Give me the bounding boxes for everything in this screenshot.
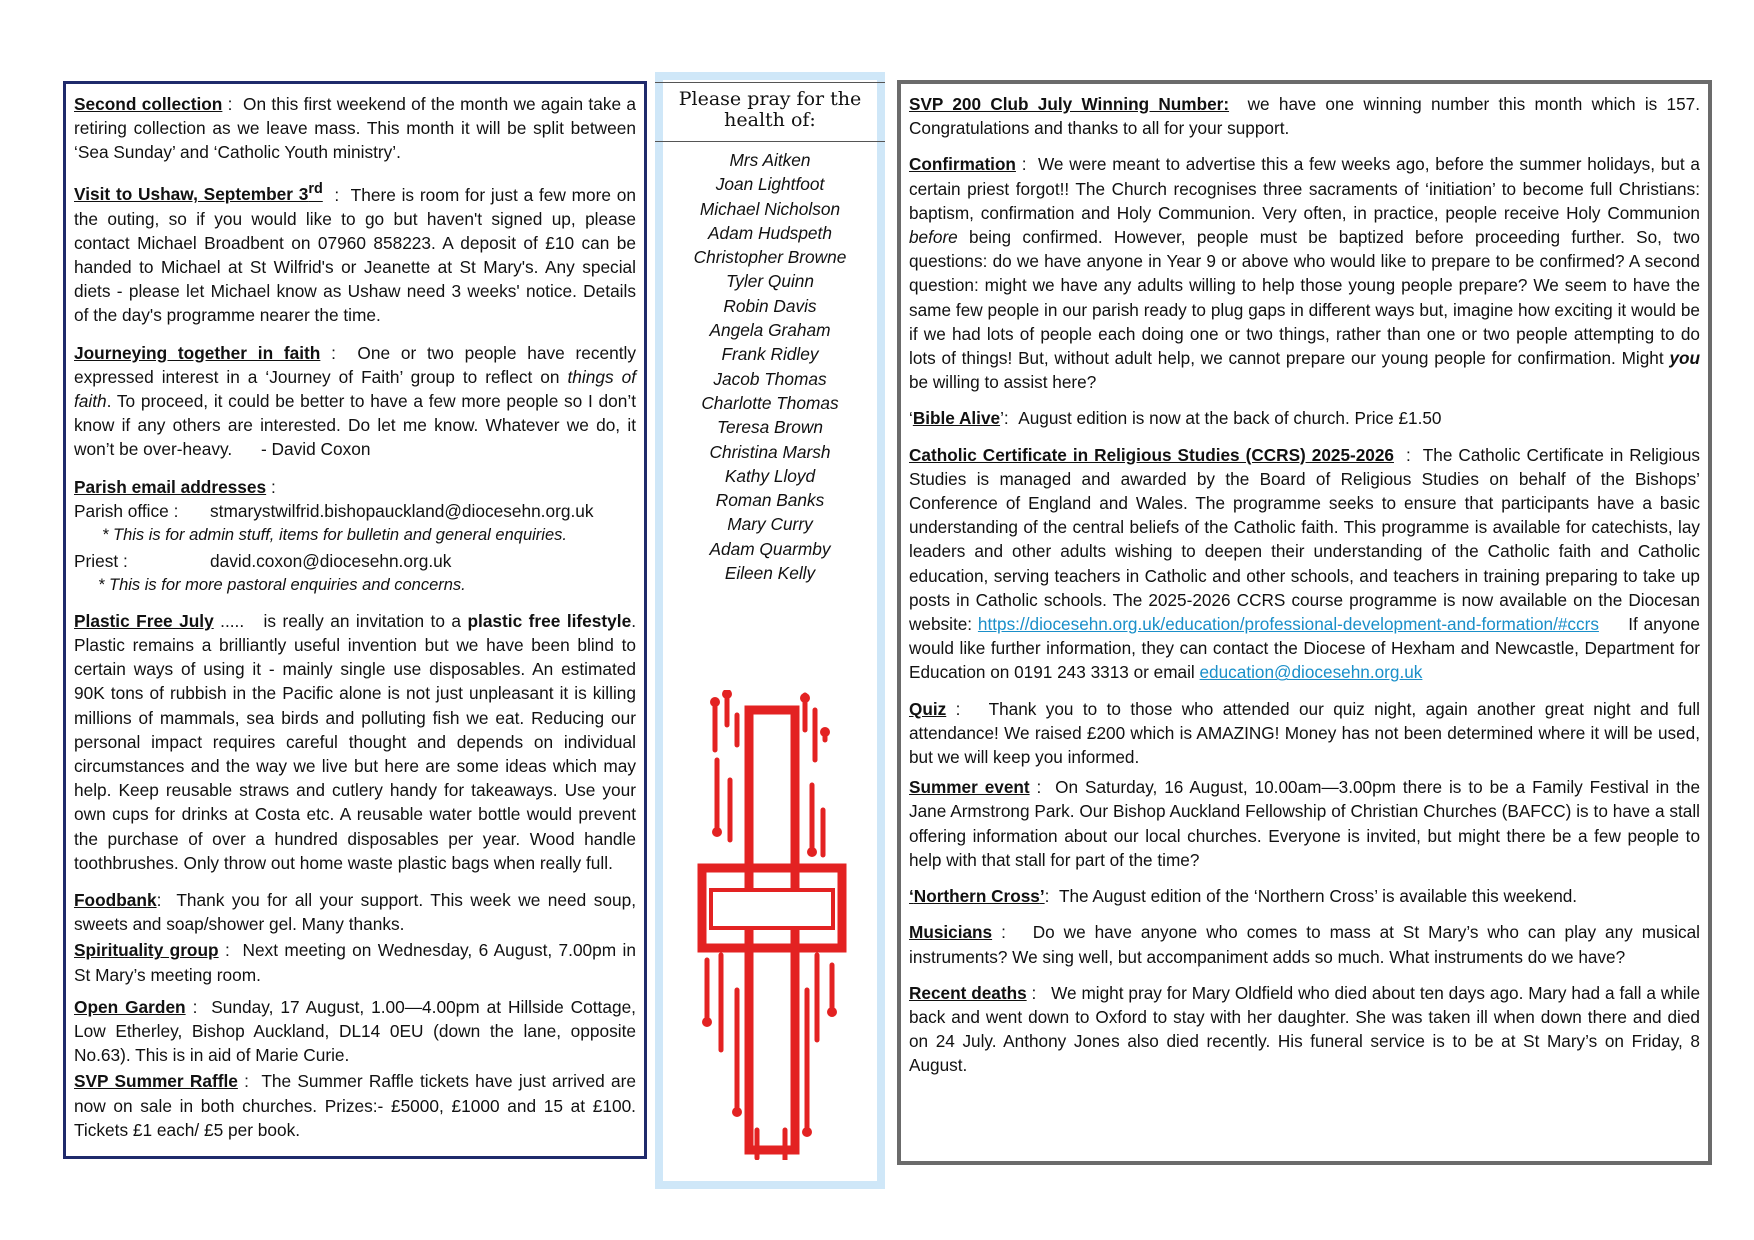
- office-email-row: [74, 499, 636, 523]
- email-section-title: Parish email addresses: [74, 476, 267, 497]
- confirmation-bold-italic: you: [1669, 348, 1701, 369]
- svp200-section: [909, 92, 1700, 140]
- quiz-text: Thank you to to those who attended our quiz night, again another great night and full attendance! We raised £200 which is AMAZING! Money has not been determined where it will be used, but we will keep you informed.: [909, 698, 1700, 768]
- ccrs-title: Catholic Certificate in Religious Studies (CCRS) 2025-2026: [909, 444, 1394, 465]
- cross-paint-drop: [820, 727, 830, 737]
- confirmation-text-b: being confirmed. However, people must be baptized before proceeding further. So, two questions: do we have anyone in Year 9 or above who would like to prepare to be confirmed? A second question: might we have any adults willing to help those young people prepare? We seem to have the same few people in our parish ready to plug gaps in different ways but, imagine how exciting it would be if we had lots of people each doing one or two things, rather than one or two people attempting to do lots of things! But, without adult help, we cannot prepare our young people for confirmation. Might: [909, 227, 1700, 369]
- red-cross-image: [697, 690, 847, 1160]
- cross-paint-drop: [732, 1107, 742, 1117]
- prayer-name: Adam Hudspeth: [708, 222, 832, 243]
- plastic-text-a: is really an invitation to a: [263, 610, 462, 631]
- prayer-name: Angela Graham: [709, 320, 831, 341]
- plastic-bold: plastic free lifestyle: [467, 610, 632, 631]
- left-column: [63, 81, 647, 1159]
- journeying-section: Journeying together in faith : One or two people have recently expressed interest in a ‘Journey of Faith’ group to reflect on things of faith. To proceed, it could be better to have a few more people so I don’t know if any others are interested. Do let me know. Whatever we do, it won’t be over-heavy. - David Coxon: [74, 342, 637, 460]
- open-garden-text: Sunday, 17 August, 1.00—4.00pm at Hillside Cottage, Low Etherley, Bishop Auckland, DL14 0EU (down the lane, opposite No.63). This is in aid of Marie Curie.: [74, 996, 636, 1066]
- journeying-text-a: One or two people have recently expressed interest in a ‘Journey of Faith’ group to reflect on: [74, 342, 636, 387]
- email-section-heading: Parish email addresses :: [74, 476, 276, 497]
- northern-cross-title-text: Northern Cross: [913, 886, 1040, 907]
- confirmation-italic: before: [909, 227, 958, 248]
- journeying-signature: - David Coxon: [260, 439, 371, 460]
- prayer-name: Frank Ridley: [721, 344, 819, 365]
- prayer-name: Adam Quarmby: [709, 538, 831, 559]
- prayer-name: Mary Curry: [727, 514, 813, 535]
- priest-email-address[interactable]: david.coxon@diocesehn.org.uk: [210, 550, 452, 571]
- foodbank-text: Thank you for all your support. This week we need soup, sweets and soap/shower gel. Many thanks.: [74, 890, 636, 935]
- journeying-text-b: . To proceed, it could be better to have a few more people so I don’t know if any others are interested. Do let me know. Whatever we do, it won’t be over-heavy.: [74, 391, 636, 460]
- foodbank-section: Foodbank: Thank you for all your support. This week we need soup, sweets and soap/shower gel. Many thanks.: [74, 890, 636, 935]
- svp200-text: we have one winning number this month which is 157. Congratulations and thanks to all for your support.: [909, 94, 1700, 139]
- cross-paint-drop: [800, 693, 810, 703]
- prayer-names-list: [663, 142, 877, 585]
- ushaw-title-text: Visit to Ushaw, September 3: [74, 184, 309, 205]
- prayer-title: Please pray for the health of:: [655, 82, 885, 142]
- confirmation-section: Confirmation : We were meant to advertise this a few weeks ago, before the summer holidays, but a certain priest forgot!! The Church recognises three sacraments of ‘initiation’ to become full Christians: baptism, confirmation and Holy Communion. Very often, in practice, people receive Holy Communion before being confirmed. However, people must be baptized before proceeding further. So, two questions: do we have anyone in Year 9 or above who would like to prepare to be confirmed? A second question: might we have any adults willing to help those young people prepare? We seem to have the same few people in our parish ready to plug gaps in different ways but, imagine how exciting it would be if we had lots of people each doing one or two things, rather than one or two people attempting to do lots of things! But, without adult help, we cannot prepare our young people for confirmation. Might you be willing to assist here?: [909, 154, 1701, 393]
- svp-raffle-section: SVP Summer Raffle : The Summer Raffle tickets have just arrived are now on sale in both churches. Prizes:- £5000, £1000 and 15 at £100. Tickets £1 each/ £5 per book.: [74, 1071, 636, 1140]
- plastic-dots: .....: [220, 610, 245, 631]
- summer-event-text: On Saturday, 16 August, 10.00am—3.00pm there is to be a Family Festival in the Jane Armstrong Park. Our Bishop Auckland Fellowship of Christian Churches (BAFCC) is to have a stall offering information about our local churches. Everyone is invited, but might there be a few people to help with that stall for part of the time?: [909, 777, 1700, 870]
- quiz-title: Quiz: [909, 698, 947, 719]
- ccrs-text-b: If anyone would like further information, they can contact the Diocese of Hexham and Newcastle, Department for Education on 0191 243 3313 or email: [909, 614, 1700, 683]
- prayer-name: Robin Davis: [723, 295, 817, 316]
- plastic-section: [74, 609, 636, 875]
- cross-paint-drop: [702, 1017, 712, 1027]
- svp-raffle-title: SVP Summer Raffle: [74, 1071, 238, 1092]
- prayer-name: Kathy Lloyd: [724, 465, 816, 486]
- ushaw-section: Visit to Ushaw, September 3rd : There is room for just a few more on the outing, so if you would like to go but haven't signed up, please contact Michael Broadbent on 07960 858223. A deposit of £10 can be handed to Michael at St Wilfrid's or Jeanette at St Mary's. Any special diets - please let Michael know as Ushaw need 3 weeks' notice. Details of the day's programme nearer the time.: [74, 181, 636, 326]
- ccrs-website-link[interactable]: https://diocesehn.org.uk/education/professional-development-and-formation/#ccrs: [977, 614, 1599, 635]
- spirituality-title: Spirituality group: [74, 940, 219, 961]
- summer-event-title: Summer event: [909, 777, 1030, 798]
- recent-deaths-title: Recent deaths: [909, 982, 1027, 1003]
- open-garden-title: Open Garden: [74, 996, 186, 1017]
- foodbank-title: Foodbank: [74, 890, 157, 911]
- prayer-name: Charlotte Thomas: [701, 392, 839, 413]
- northern-cross-title: ‘Northern Cross’: [909, 886, 1045, 907]
- ushaw-title-sup: rd: [308, 181, 323, 198]
- bible-alive-title: Bible Alive: [912, 408, 1001, 429]
- prayer-name: Jacob Thomas: [713, 368, 827, 389]
- email-section: [74, 475, 636, 597]
- recent-deaths-section: Recent deaths : We might pray for Mary Oldfield who died about ten days ago. Mary had a fall a while back and went down to Oxford to stay with her daughter. She was taken ill when down there and died on 24 July. Anthony Jones also died recently. His funeral service is to be at St Mary’s on Friday, 8 August.: [909, 982, 1700, 1076]
- confirmation-text-c: be willing to assist here?: [909, 372, 1097, 393]
- northern-cross-text: The August edition of the ‘Northern Cross’ is available this weekend.: [1058, 886, 1578, 907]
- right-column: [897, 80, 1712, 1165]
- prayer-name: Christina Marsh: [709, 441, 831, 462]
- cross-paint-drop: [722, 690, 732, 699]
- musicians-title: Musicians: [909, 922, 993, 943]
- prayer-name: Teresa Brown: [717, 417, 823, 438]
- ccrs-text-a: The Catholic Certificate in Religious Studies is managed and awarded by the Board of Religious Studies on behalf of the Bishops’ Conference of England and Wales. The programme seeks to ensure that participants have a basic understanding of the central beliefs of the Catholic faith. This programme is available for catechists, lay leaders and other adults wishing to deepen their understanding of the Catholic faith and Catholic education, serving teachers in Catholic and other schools, and teachers in training preparing to take up posts in Catholic schools. The 2025-2026 CCRS course programme is now available on the Diocesan website:: [909, 444, 1700, 635]
- office-email-label: Parish office :: [74, 500, 179, 521]
- cross-center-panel: [711, 890, 833, 928]
- prayer-name: Christopher Browne: [693, 247, 847, 268]
- plastic-title: Plastic Free July: [74, 610, 214, 631]
- prayer-name: Eileen Kelly: [724, 563, 816, 584]
- ushaw-text: There is room for just a few more on the outing, so if you would like to go but haven't signed up, please contact Michael Broadbent on 07960 858223. A deposit of £10 can be handed to Michael at St Wilfrid's or Jeanette at St Mary's. Any special diets - please let Michael know as Ushaw need 3 weeks' notice. Details of the day's programme nearer the time.: [74, 184, 636, 326]
- bible-alive-text: August edition is now at the back of church. Price £1.50: [1018, 408, 1442, 429]
- bible-alive-section: ‘Bible Alive’: August edition is now at the back of church. Price £1.50: [909, 408, 1442, 429]
- cross-paint-drop: [827, 1007, 837, 1017]
- second-collection-section: Second collection : On this first weekend of the month we again take a retiring collection as we leave mass. This month it will be split between ‘Sea Sunday’ and ‘Catholic Youth ministry’.: [74, 94, 636, 163]
- quiz-section: Quiz : Thank you to to those who attended our quiz night, again another great night and full attendance! We raised £200 which is AMAZING! Money has not been determined where it will be used, but we will keep you informed.: [909, 698, 1700, 768]
- prayer-name: Mrs Aitken: [729, 150, 811, 170]
- cross-paint-drop: [807, 847, 817, 857]
- open-garden-section: Open Garden : Sunday, 17 August, 1.00—4.00pm at Hillside Cottage, Low Etherley, Bishop Auckland, DL14 0EU (down the lane, opposite No.63). This is in aid of Marie Curie.: [74, 996, 636, 1066]
- ushaw-title: [74, 181, 323, 205]
- cross-drawing: [702, 690, 842, 1160]
- spirituality-section: Spirituality group : Next meeting on Wednesday, 6 August, 7.00pm in St Mary’s meeting room.: [74, 940, 636, 985]
- confirmation-text-a: We were meant to advertise this a few weeks ago, before the summer holidays, but a certain priest forgot!! The Church recognises three sacraments of ‘initiation’ to become full Christians: baptism, confirmation and Holy Communion. Very often, in practice, people receive Holy Communion: [909, 154, 1700, 223]
- journeying-text-italic: things of faith: [74, 366, 637, 411]
- journeying-title: Journeying together in faith: [74, 342, 321, 363]
- prayer-name: Joan Lightfoot: [715, 174, 825, 195]
- prayer-name: Roman Banks: [715, 490, 825, 511]
- svp-raffle-text: The Summer Raffle tickets have just arrived are now on sale in both churches. Prizes:- £5000, £1000 and 15 at £100. Tickets £1 each/ £5 per book.: [74, 1071, 636, 1140]
- confirmation-title: Confirmation: [909, 154, 1016, 175]
- plastic-text-b: . Plastic remains a brilliantly useful invention but we have been blind to certain ways of using it - mainly single use disposables. An estimated 90K tons of rubbish in the Pacific alone is not just unpleasant it is killing millions of mammals, sea birds and polluting fish we eat. Reducing our personal impact requires careful thought and depends on individual circumstances and the way we live but here are some ideas which may help. Keep reusable straws and cutlery handy for takeaways. Use your own cups for drinks at Costa etc. A reusable water bottle would prevent the purchase of over a hundred disposables per year. Wood handle toothbrushes. Only throw out home waste plastic bags when really full.: [74, 610, 636, 873]
- office-email-note: * This is for admin stuff, items for bulletin and general enquiries.: [102, 525, 567, 544]
- prayer-name: Tyler Quinn: [725, 271, 815, 292]
- prayer-column: [655, 72, 885, 1189]
- prayer-name: Michael Nicholson: [699, 198, 841, 219]
- priest-email-note: * This is for more pastoral enquiries and concerns.: [98, 575, 466, 594]
- second-collection-text: On this first weekend of the month we again take a retiring collection as we leave mass. This month it will be split between ‘Sea Sunday’ and ‘Catholic Youth ministry’.: [74, 94, 636, 163]
- northern-cross-section: ‘Northern Cross’: The August edition of the ‘Northern Cross’ is available this weekend.: [909, 886, 1578, 907]
- cross-paint-drop: [802, 1127, 812, 1137]
- svp200-title: SVP 200 Club July Winning Number:: [909, 94, 1230, 114]
- musicians-text: Do we have anyone who comes to mass at St Mary’s who can play any musical instruments? We sing well, but accompaniment adds so much. What instruments do we have?: [909, 922, 1700, 967]
- priest-email-row: [74, 549, 636, 573]
- spirituality-text: Next meeting on Wednesday, 6 August, 7.00pm in St Mary’s meeting room.: [74, 940, 636, 985]
- priest-email-label: Priest :: [74, 550, 128, 571]
- cross-paint-drop: [712, 827, 722, 837]
- summer-event-section: Summer event : On Saturday, 16 August, 10.00am—3.00pm there is to be a Family Festival in the Jane Armstrong Park. Our Bishop Auckland Fellowship of Christian Churches (BAFCC) is to have a stall offering information about our local churches. Everyone is invited, but might there be a few people to help with that stall for part of the time?: [909, 777, 1700, 870]
- second-collection-title: Second collection: [74, 94, 223, 114]
- ccrs-email-link[interactable]: education@diocesehn.org.uk: [1199, 662, 1423, 683]
- cross-paint-drop: [710, 697, 720, 707]
- office-email-address[interactable]: stmarystwilfrid.bishopauckland@diocesehn.org.uk: [210, 500, 594, 521]
- musicians-section: Musicians : Do we have anyone who comes to mass at St Mary’s who can play any musical instruments? We sing well, but accompaniment adds so much. What instruments do we have?: [909, 922, 1700, 967]
- ccrs-section: Catholic Certificate in Religious Studies (CCRS) 2025-2026 : The Catholic Certificate in Religious Studies is managed and awarded by the Board of Religious Studies on behalf of the Bishops’ Conference of England and Wales. The programme seeks to ensure that participants have a basic understanding of the central beliefs of the Catholic faith. This programme is available for catechists, lay leaders and other adults wishing to deepen their understanding of the Catholic faith and Catholic education, serving teachers in Catholic and other schools, and teachers in training preparing to take up posts in Catholic schools. The 2025-2026 CCRS course programme is now available on the Diocesan website: https://diocesehn.org.uk/education/professional-development-and-formation/#ccrs If anyone would like further information, they can contact the Diocese of Hexham and Newcastle, Department for Education on 0191 243 3313 or email education@diocesehn.org.uk: [909, 444, 1700, 683]
- recent-deaths-text: We might pray for Mary Oldfield who died about ten days ago. Mary had a fall a while back and went down to Oxford to stay with her daughter. She was taken ill when down there and died on 24 July. Anthony Jones also died recently. His funeral service is to be at St Mary’s on Friday, 8 August.: [909, 982, 1700, 1076]
